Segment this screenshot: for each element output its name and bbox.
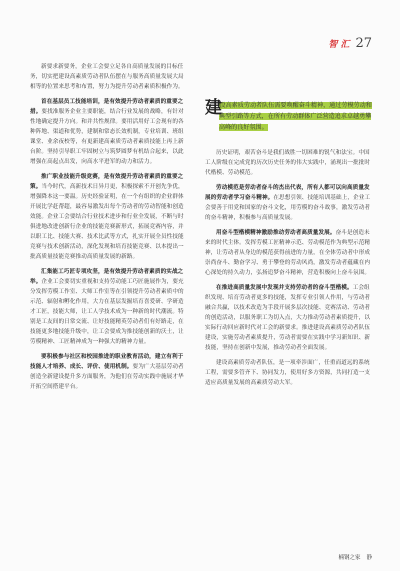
- page-header: [328, 36, 372, 51]
- pull-quote-text: 设高素质劳动者队伍需要唤醒奋斗精神，通过劳模劳动和典型引路等方式，在所有劳动群体广泛营造追求卓越勇攀高峰的良好氛围。: [219, 102, 372, 131]
- page-number: 27: [355, 36, 372, 51]
- left-paragraph-3: 推广职业技能升级竞赛，是有效提升劳动者素质的重要之策。当今时代，高新技术日异月更，积极探索不开创先争优，增强降本这一要温。历史经验证明，在一个有组织的企业群体开展比学赶帮超，最容易激发出每个劳动者的劳动智能和创造效能。企业工会要结合行业技术进步和行业全发展，不断与时俱进地改进创新行企业的技能竞赛新形式，拓展竞赛内容，并以职工比、技能大赛、技术比武等方式，扎实开展全员性技能竞赛与技术创新活动，深化发现和培育技能竞赛、以本提出一批高质量技能竞赛推动高质量发展的新路。: [30, 174, 184, 260]
- right-paragraph-1: 历史证明，艰苦奋斗是我们战胜一切困难的锐气和法宝。中国工人阶级在完成党的历次历史任务的伟大实践中，涌现出一批批时代楷模、劳动模范。: [205, 150, 371, 176]
- page-footer: [338, 553, 372, 561]
- right-paragraph-3: 用奋斗型楷模精神激励推动劳动者高质量发展。奋斗是创造未来的时代主体。发挥劳模工匠精神示范、劳动模范作为典型示范精神，让劳动者从身边的模范获得前进的力量，在全体劳动者中形成崇尚奋斗、勤奋学习、勇于攀登的劳动风尚，激发劳动者蕴藏在内心深处的持久动力，弘扬追梦奋斗精神，营造积极向上奋斗氛围。: [205, 230, 371, 276]
- right-paragraph-5: 建设高素质劳动者队伍，是一项牵涉面广，任重而道远的系统工程，需要多管齐下、协同发力，使用好多方资源，共同打造一支适应高质量发展的高素质劳动大军。: [205, 360, 371, 386]
- right-column: [205, 148, 373, 393]
- section-label: 智 汇: [328, 40, 350, 50]
- left-paragraph-1: 新要求新要务，企业工会要立足各自高质量发展的目标任务，切实把建设高素质劳动者队伍摆在与服务高质量发展大局相等的位置来思考和布置，努力为提升劳动者素质积极作为。: [30, 64, 184, 90]
- left-paragraph-5: 要积极参与社区和校园推进的职业教育活动，建立有利于技能人才培养、成长、评价、使用机制。要为广大基层劳动者创造全新建设提升多方面服务，为他们在劳动实践中施展才华开拓空间搭建平台。: [30, 354, 184, 390]
- left-column: [30, 62, 188, 397]
- drop-cap: 建: [205, 98, 222, 118]
- right-paragraph-4: 在推进高质量发展中发现并支持劳动者的奋斗型楷模。工会组织发现、培育劳动者更多的技能，发挥专业引领人作用，与劳动者融合共赢，以技术改造为手段开展多层次技能、竞赛活动、劳动者的创造活动，以服务职工为切入点，大力推动劳动者素质提升，以实际行动回应新时代对工会的新要求。推进建设高素质劳动者队伍建设，实施劳动者素质提升，劳动者需要在实践中学习新知识、新技能，坚持在创新中发展，推动劳动者全面发展。: [205, 285, 371, 351]
- left-paragraph-4: 汇集能工巧匠专项攻坚，是有效提升劳动者素质的实战之举。企业工会要切实重视和支持劳动能工巧匠施展作为，要充分发挥劳模工作室、大师工作室等在引领提升劳动者素质中的示范、辐射和孵化作用，大力在基层发掘培育喜爱研、学研造才工匠，技能大师，让工人学技术成为一种新的时代潮流。特别是工友间的日常交流、让好技能精英劳动者们有好路走，在技能更多地技能升级中，让工会要成为推技能创新的沃土，让劳模精神、工匠精神成为一种强大的精神力量。: [30, 269, 184, 345]
- magazine-name: 楠钢之家: [338, 555, 361, 561]
- pull-quote: [205, 100, 373, 133]
- right-paragraph-2: 劳动模范是劳动者奋斗的杰出代表，所有人都可以向高质量发展的劳动者学习奋斗精神。在思想引领、技能培训基础上，企业工会要善于用党和国家的奋斗文化，用劳模的奋斗故事，激发劳动者的奋斗精神，积极参与高质量发展。: [205, 185, 371, 221]
- left-paragraph-2: 首在基层员工技能培训，是有效提升劳动者素质的重要之措。要找准服务企业主要职能，结合行业发展的战略，有针对性地确定提升方向。和并共性规律。要用活用好工会现有的各种阵地、渠道和优势，建制和常态长效机制，专业培训、班组课堂、业余夜校等，有更新建高素质劳动者素质技能上再上新台阶。坚持引导职工牢固树立与筑梦圆梦有机结合起来，以此增强在高起点出发，向高水平进军的动力和活力。: [30, 99, 184, 165]
- issue-label: 静: [366, 555, 372, 561]
